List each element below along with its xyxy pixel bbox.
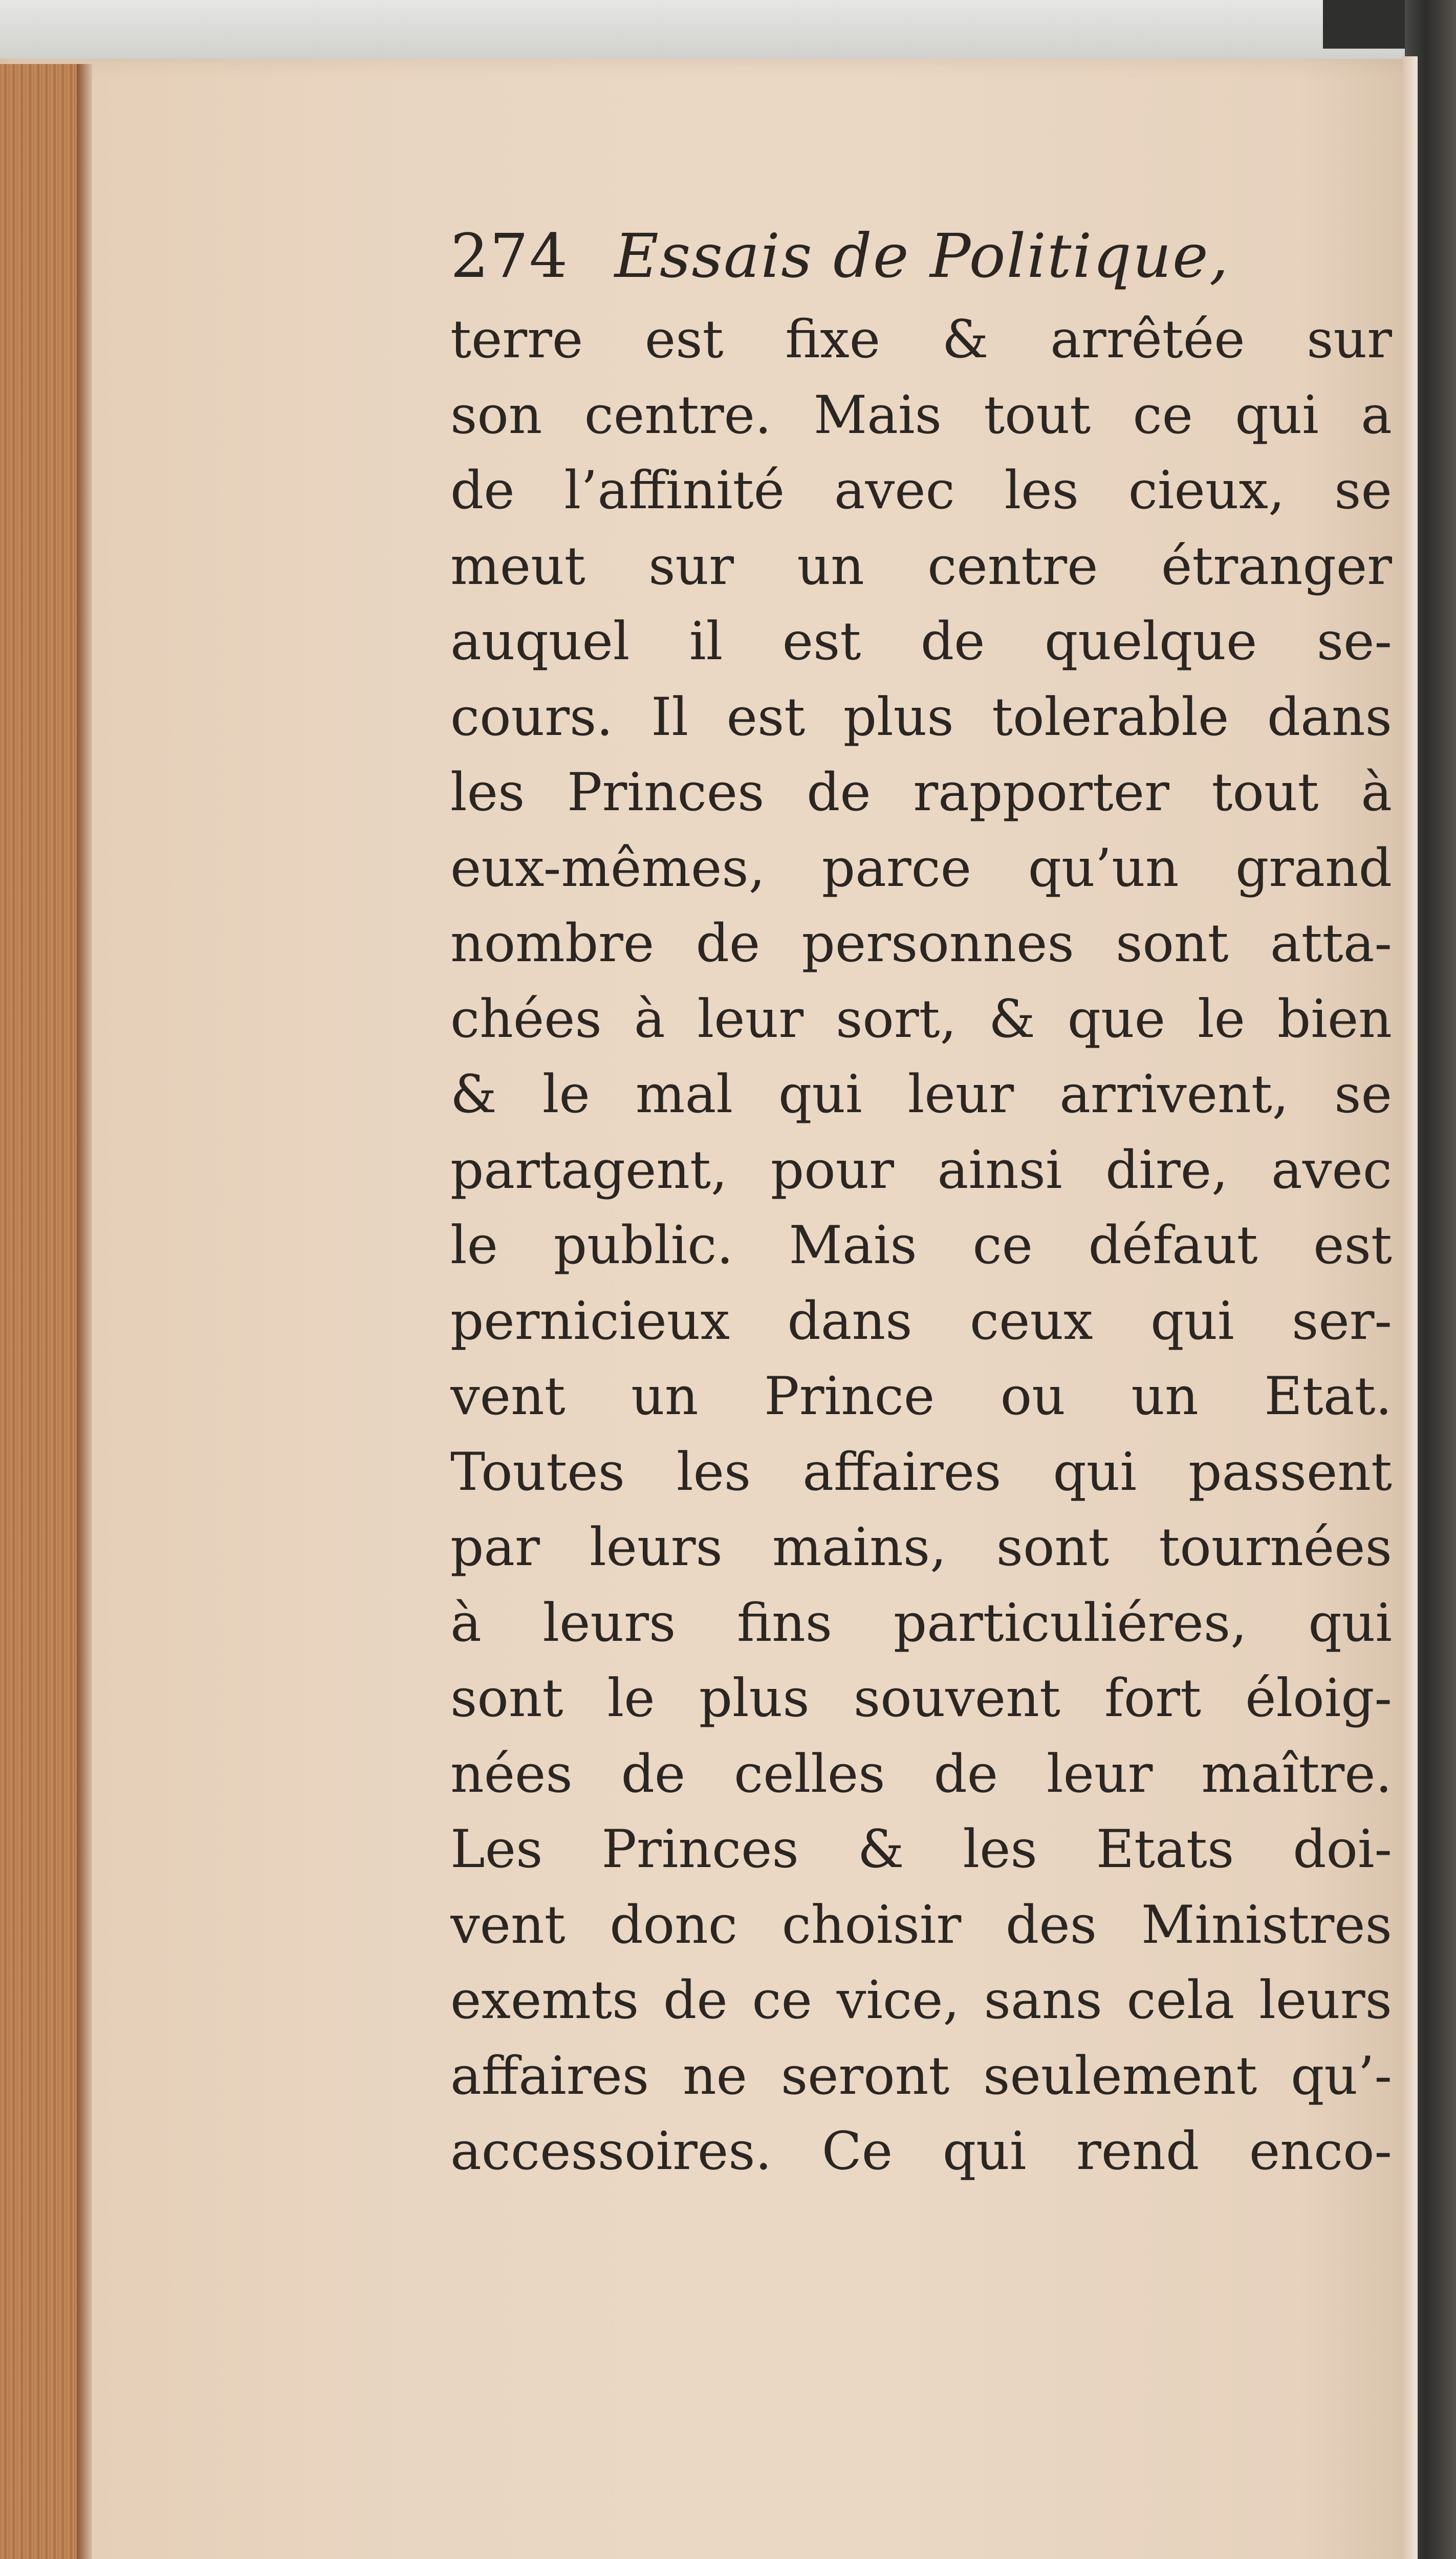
text-line: de l’affinité avec les cieux, se bbox=[450, 460, 1392, 521]
page-number: 274 bbox=[450, 221, 569, 291]
text-line: son centre. Mais tout ce qui a bbox=[450, 384, 1392, 446]
text-line: cours. Il est plus tolerable dans bbox=[450, 686, 1392, 748]
text-line: par leurs mains, sont tournées bbox=[450, 1517, 1392, 1578]
text-line: vent un Prince ou un Etat. bbox=[450, 1366, 1392, 1427]
page-text bbox=[450, 221, 1392, 2189]
running-title: Essais de Politique, bbox=[614, 221, 1230, 291]
running-head bbox=[450, 221, 1392, 302]
text-line: eux-mêmes, parce qu’un grand bbox=[450, 837, 1392, 899]
text-line: terre est fixe & arrêtée sur bbox=[450, 309, 1392, 370]
text-line: le public. Mais ce défaut est bbox=[450, 1215, 1392, 1276]
text-line: & le mal qui leur arrivent, se bbox=[450, 1064, 1392, 1125]
text-line: meut sur un centre étranger bbox=[450, 535, 1392, 597]
text-line: accessoires. Ce qui rend enco- bbox=[450, 2121, 1392, 2182]
text-line: pernicieux dans ceux qui ser- bbox=[450, 1290, 1392, 1352]
page-block-edge bbox=[0, 64, 84, 2559]
text-line: nombre de personnes sont atta- bbox=[450, 913, 1392, 974]
text-line: nées de celles de leur maître. bbox=[450, 1743, 1392, 1805]
text-line: sont le plus souvent fort éloig- bbox=[450, 1668, 1392, 1729]
text-line: auquel il est de quelque se- bbox=[450, 611, 1392, 672]
page-gutter-shadow bbox=[77, 64, 92, 2559]
text-line: exemts de ce vice, sans cela leurs bbox=[450, 1970, 1392, 2031]
page-right-margin bbox=[1402, 56, 1418, 2559]
text-line: les Princes de rapporter tout à bbox=[450, 762, 1392, 823]
text-line: Les Princes & les Etats doi- bbox=[450, 1819, 1392, 1880]
scanner-background bbox=[0, 0, 1456, 61]
facing-book-cover-top bbox=[1323, 0, 1405, 49]
text-line: à leurs fins particuliéres, qui bbox=[450, 1592, 1392, 1654]
text-line: chées à leur sort, & que le bien bbox=[450, 988, 1392, 1050]
text-line: partagent, pour ainsi dire, avec bbox=[450, 1139, 1392, 1201]
text-line: affaires ne seront seulement qu’- bbox=[450, 2045, 1392, 2107]
text-line: Toutes les affaires qui passent bbox=[450, 1441, 1392, 1503]
text-line: vent donc choisir des Ministres bbox=[450, 1894, 1392, 1956]
